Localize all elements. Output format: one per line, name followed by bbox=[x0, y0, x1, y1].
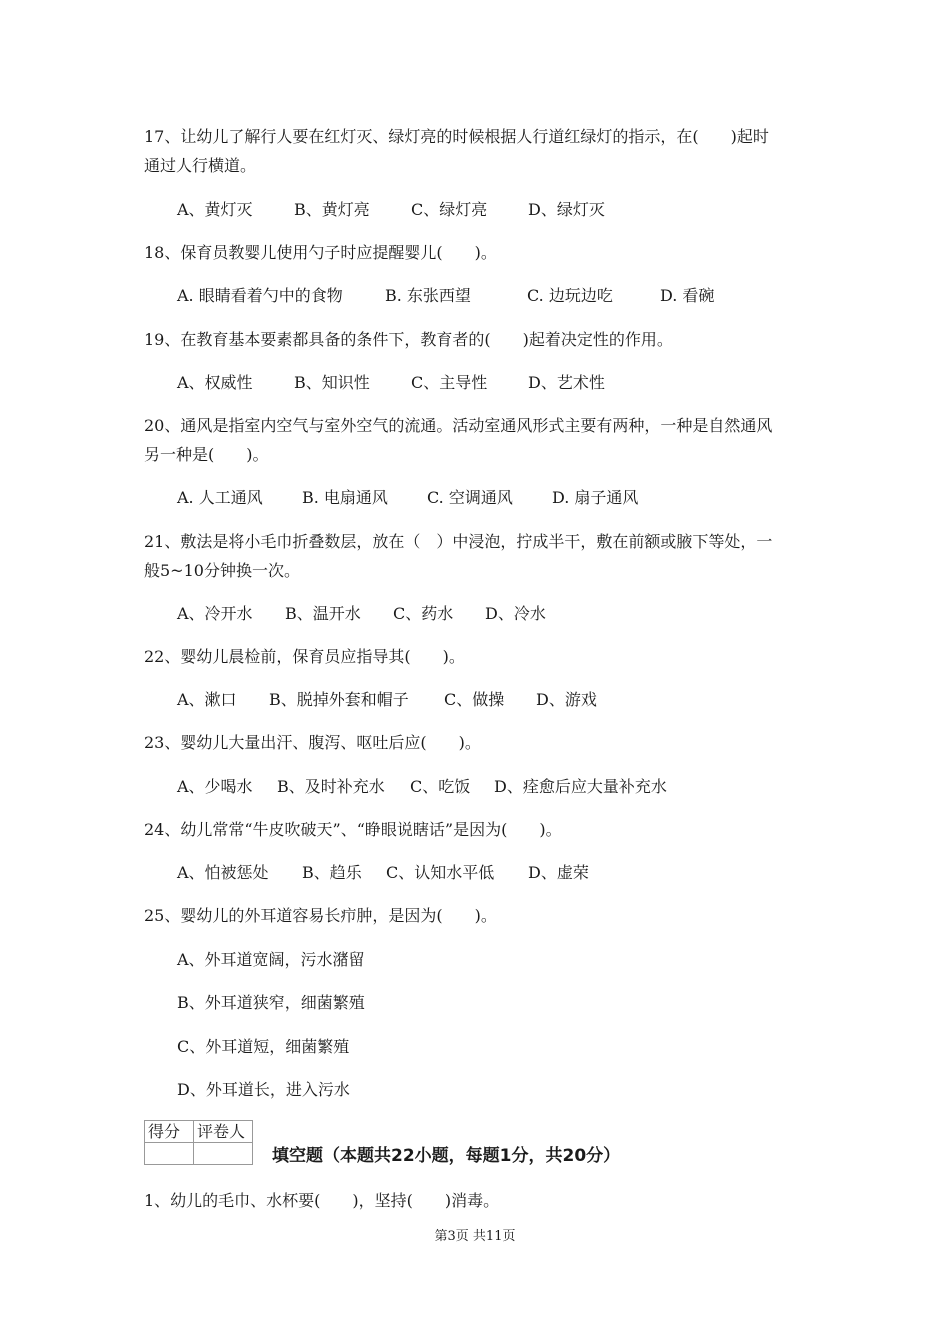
option-b: B、温开水 bbox=[285, 604, 361, 623]
fill-question-1: 1、幼儿的毛巾、水杯要( )，坚持( )消毒。 bbox=[144, 1191, 500, 1210]
option-a: A、黄灯灭 bbox=[177, 200, 253, 219]
question-21-line-2: 般5~10分钟换一次。 bbox=[144, 561, 300, 580]
question-17-line-2: 通过人行横道。 bbox=[144, 156, 257, 175]
page-footer: 第3页 共11页 bbox=[434, 1229, 516, 1244]
option-b: B. 东张西望 bbox=[385, 286, 471, 305]
option-b: B、脱掉外套和帽子 bbox=[269, 690, 409, 709]
option-d: D. 扇子通风 bbox=[552, 488, 639, 507]
option-a: A、权威性 bbox=[177, 373, 253, 392]
option-d: D、痊愈后应大量补充水 bbox=[494, 777, 667, 796]
question-17-line-1: 17、让幼儿了解行人要在红灯灭、绿灯亮的时候根据人行道红绿灯的指示，在( )起时 bbox=[144, 127, 769, 146]
question-19-line-1: 19、在教育基本要素都具备的条件下，教育者的( )起着决定性的作用。 bbox=[144, 330, 673, 349]
option-d: D、虚荣 bbox=[528, 863, 589, 882]
question-24-options bbox=[177, 863, 589, 883]
option-a: A、少喝水 bbox=[177, 777, 253, 796]
option-b: B、知识性 bbox=[294, 373, 370, 392]
option-a: A. 眼睛看着勺中的食物 bbox=[177, 286, 343, 305]
question-25-option-d bbox=[177, 1080, 350, 1100]
option-c: C、吃饭 bbox=[410, 777, 471, 796]
option-c: C、认知水平低 bbox=[386, 863, 495, 882]
question-23-options bbox=[177, 777, 667, 797]
section-title: 填空题（本题共22小题，每题1分，共20分） bbox=[272, 1146, 621, 1166]
option-a: A、冷开水 bbox=[177, 604, 253, 623]
question-20-options bbox=[177, 488, 638, 508]
option-b: B、外耳道狭窄，细菌繁殖 bbox=[177, 993, 365, 1012]
option-c: C、外耳道短，细菌繁殖 bbox=[177, 1037, 350, 1056]
question-24-line-1: 24、幼儿常常“牛皮吹破天”、“睁眼说瞎话”是因为( )。 bbox=[144, 820, 562, 839]
option-b: B、黄灯亮 bbox=[294, 200, 370, 219]
question-18-line-1: 18、保育员教婴儿使用勺子时应提醒婴儿( )。 bbox=[144, 243, 497, 262]
option-b: B、趋乐 bbox=[302, 863, 362, 882]
reviewer-label: 评卷人 bbox=[194, 1121, 253, 1143]
question-25-line-1: 25、婴幼儿的外耳道容易长疖肿，是因为( )。 bbox=[144, 906, 497, 925]
question-25-option-a bbox=[177, 950, 365, 970]
question-17-options bbox=[177, 200, 605, 220]
score-label: 得分 bbox=[145, 1121, 194, 1143]
option-d: D. 看碗 bbox=[660, 286, 715, 305]
option-c: C、主导性 bbox=[411, 373, 488, 392]
option-b: B. 电扇通风 bbox=[302, 488, 388, 507]
option-d: D、冷水 bbox=[485, 604, 546, 623]
option-d: D、艺术性 bbox=[528, 373, 605, 392]
question-22-line-1: 22、婴幼儿晨检前，保育员应指导其( )。 bbox=[144, 647, 465, 666]
option-d: D、绿灯灭 bbox=[528, 200, 605, 219]
reviewer-cell bbox=[194, 1143, 253, 1165]
question-18-options bbox=[177, 286, 714, 306]
option-c: C. 边玩边吃 bbox=[527, 286, 613, 305]
option-c: C、绿灯亮 bbox=[411, 200, 488, 219]
option-c: C、做操 bbox=[444, 690, 505, 709]
question-25-option-c bbox=[177, 1037, 349, 1057]
question-21-options bbox=[177, 604, 546, 624]
option-a: A. 人工通风 bbox=[177, 488, 263, 507]
option-a: A、漱口 bbox=[177, 690, 237, 709]
option-b: B、及时补充水 bbox=[277, 777, 385, 796]
question-23-line-1: 23、婴幼儿大量出汗、腹泻、呕吐后应( )。 bbox=[144, 733, 481, 752]
question-21-line-1: 21、敷法是将小毛巾折叠数层，放在（ ）中浸泡，拧成半干，敷在前额或腋下等处，一 bbox=[144, 532, 773, 551]
question-19-options bbox=[177, 373, 605, 393]
option-d: D、外耳道长，进入污水 bbox=[177, 1080, 350, 1099]
question-20-line-1: 20、通风是指室内空气与室外空气的流通。活动室通风形式主要有两种，一种是自然通风 bbox=[144, 416, 773, 435]
question-22-options bbox=[177, 690, 597, 710]
option-a: A、外耳道宽阔，污水潴留 bbox=[177, 950, 365, 969]
score-cell bbox=[145, 1143, 194, 1165]
score-box bbox=[144, 1120, 253, 1165]
option-a: A、怕被惩处 bbox=[177, 863, 269, 882]
question-25-option-b bbox=[177, 993, 365, 1013]
option-c: C. 空调通风 bbox=[427, 488, 513, 507]
question-20-line-2: 另一种是( )。 bbox=[144, 445, 269, 464]
option-c: C、药水 bbox=[393, 604, 454, 623]
option-d: D、游戏 bbox=[536, 690, 597, 709]
